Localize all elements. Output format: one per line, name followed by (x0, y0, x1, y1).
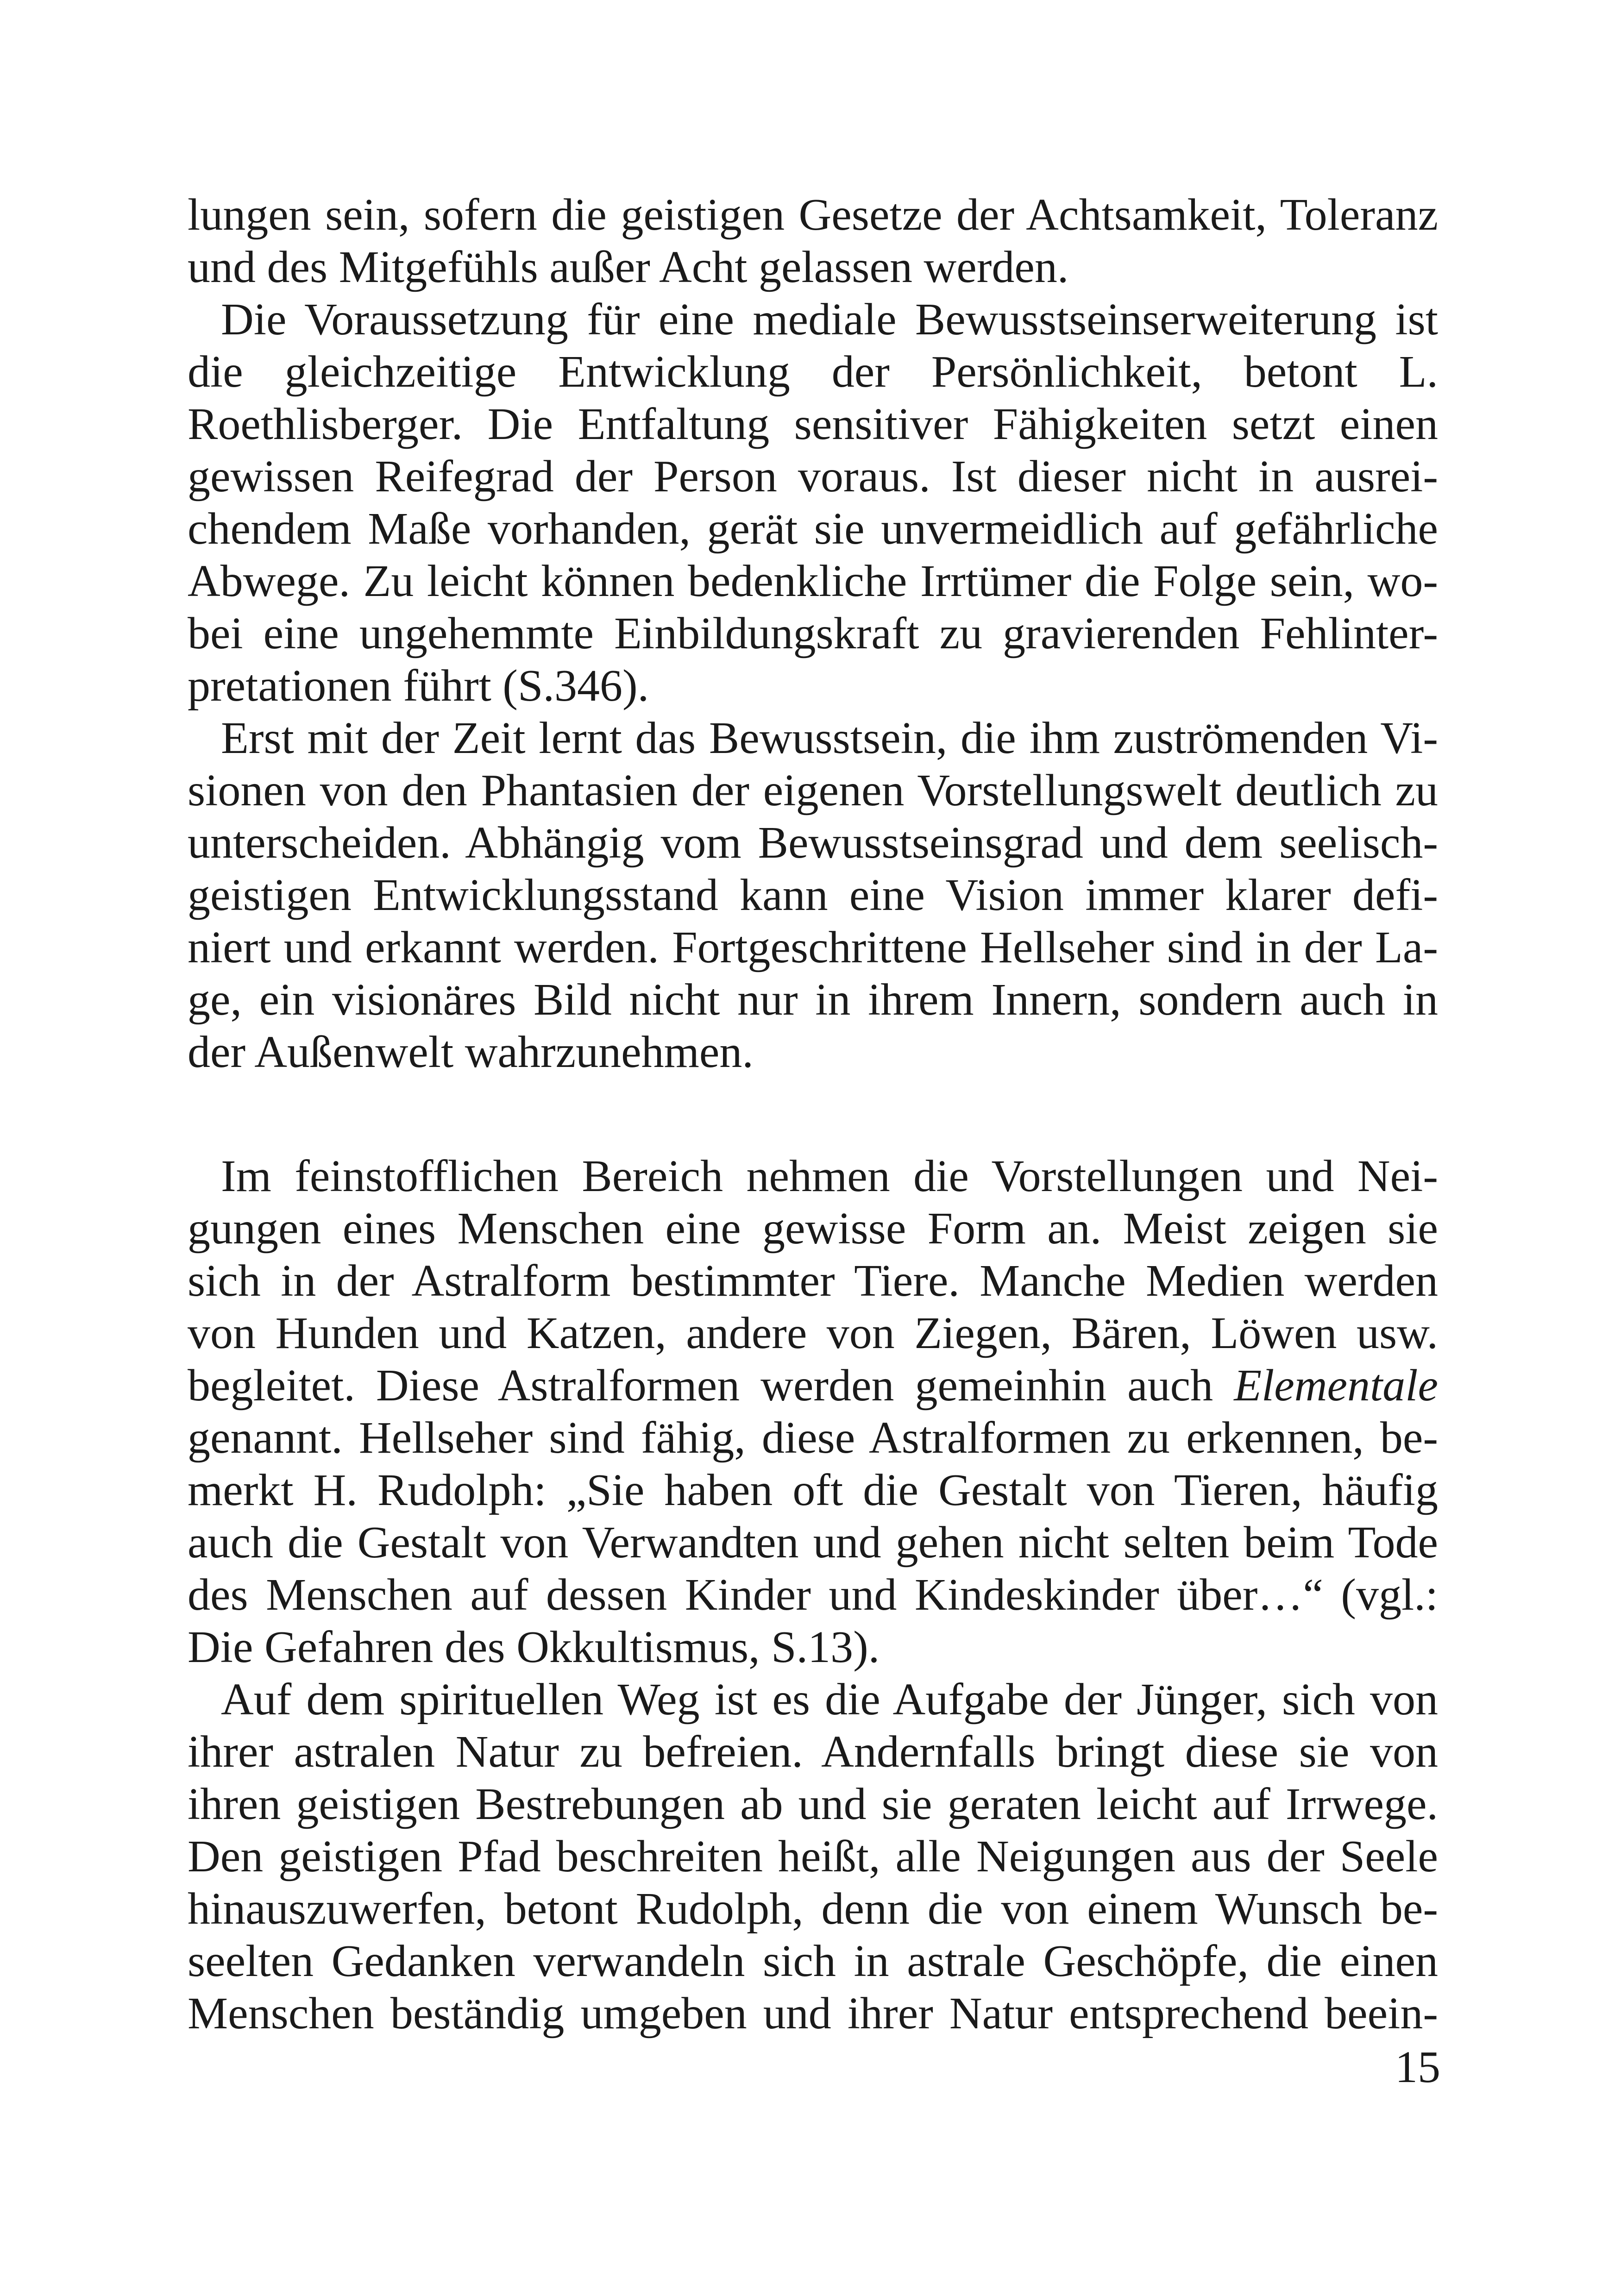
text-line: Auf dem spirituellen Weg ist es die Aufgabe der Jünger, sich von (221, 1675, 1438, 1725)
text-block-lower (188, 1150, 1438, 2040)
text-line-part: begleitet. Diese Astralformen werden gemeinhin auch (188, 1361, 1213, 1411)
text-line: chendem Maße vorhanden, gerät sie unvermeidlich auf gefährliche (188, 504, 1438, 554)
text-line: des Menschen auf dessen Kinder und Kindeskinder über…“ (vgl.: (188, 1570, 1438, 1620)
text-line: hinauszuwerfen, betont Rudolph, denn die von einem Wunsch be- (188, 1884, 1438, 1934)
text-line: Roethlisberger. Die Entfaltung sensitiver Fähigkeiten setzt einen (188, 399, 1438, 449)
text-line: sich in der Astralform bestimmter Tiere. Manche Medien werden (188, 1256, 1438, 1306)
text-line: Die Voraussetzung für eine mediale Bewusstseinserweiterung ist (221, 295, 1438, 345)
text-line: Erst mit der Zeit lernt das Bewusstsein, die ihm zuströmenden Vi- (221, 713, 1438, 763)
text-line: Abwege. Zu leicht können bedenkliche Irrtümer die Folge sein, wo- (188, 556, 1438, 606)
text-line: gewissen Reifegrad der Person voraus. Ist dieser nicht in ausrei- (188, 452, 1438, 502)
emphasized-term: Elementale (1234, 1361, 1438, 1411)
text-line: unterscheiden. Abhängig vom Bewusstseinsgrad und dem seelisch- (188, 818, 1438, 868)
text-line: geistigen Entwicklungsstand kann eine Vision immer klarer defi- (188, 870, 1438, 920)
text-line: merkt H. Rudolph: „Sie haben oft die Gestalt von Tieren, häufig (188, 1465, 1438, 1515)
text-line: Die Gefahren des Okkultismus, S.13). (188, 1622, 880, 1672)
text-line: Im feinstofflichen Bereich nehmen die Vorstellungen und Nei- (221, 1151, 1438, 1201)
text-line: seelten Gedanken verwandeln sich in astrale Geschöpfe, die einen (188, 1936, 1438, 1986)
text-line: der Außenwelt wahrzunehmen. (188, 1027, 754, 1077)
text-line: pretationen führt (S.346). (188, 661, 649, 711)
text-line: auch die Gestalt von Verwandten und gehen nicht selten beim Tode (188, 1518, 1438, 1568)
text-line: von Hunden und Katzen, andere von Ziegen, Bären, Löwen usw. (188, 1308, 1438, 1358)
text-line: genannt. Hellseher sind fähig, diese Astralformen zu erkennen, be- (188, 1413, 1438, 1463)
page-number: 15 (1395, 2042, 1440, 2092)
text-line: gungen eines Menschen eine gewisse Form an. Meist zeigen sie (188, 1204, 1438, 1254)
text-line: sionen von den Phantasien der eigenen Vorstellungswelt deutlich zu (188, 765, 1438, 816)
text-line-with-emphasis (188, 1360, 1438, 1412)
text-block-upper (188, 189, 1438, 1079)
text-line: ge, ein visionäres Bild nicht nur in ihrem Innern, sondern auch in (188, 975, 1438, 1025)
text-line: ihren geistigen Bestrebungen ab und sie geraten leicht auf Irrwege. (188, 1779, 1438, 1829)
text-line: bei eine ungehemmte Einbildungskraft zu gravierenden Fehlinter- (188, 609, 1438, 659)
text-line: niert und erkannt werden. Fortgeschrittene Hellseher sind in der La- (188, 922, 1438, 972)
text-line: und des Mitgefühls außer Acht gelassen werden. (188, 242, 1069, 292)
text-line: ihrer astralen Natur zu befreien. Andernfalls bringt diese sie von (188, 1727, 1438, 1777)
text-line: lungen sein, sofern die geistigen Gesetze der Achtsamkeit, Toleranz (188, 190, 1438, 240)
text-line: Den geistigen Pfad beschreiten heißt, alle Neigungen aus der Seele (188, 1832, 1438, 1882)
text-line: Menschen beständig umgeben und ihrer Natur entsprechend beein- (188, 1989, 1438, 2039)
text-line: die gleichzeitige Entwicklung der Persönlichkeit, betont L. (188, 347, 1438, 397)
